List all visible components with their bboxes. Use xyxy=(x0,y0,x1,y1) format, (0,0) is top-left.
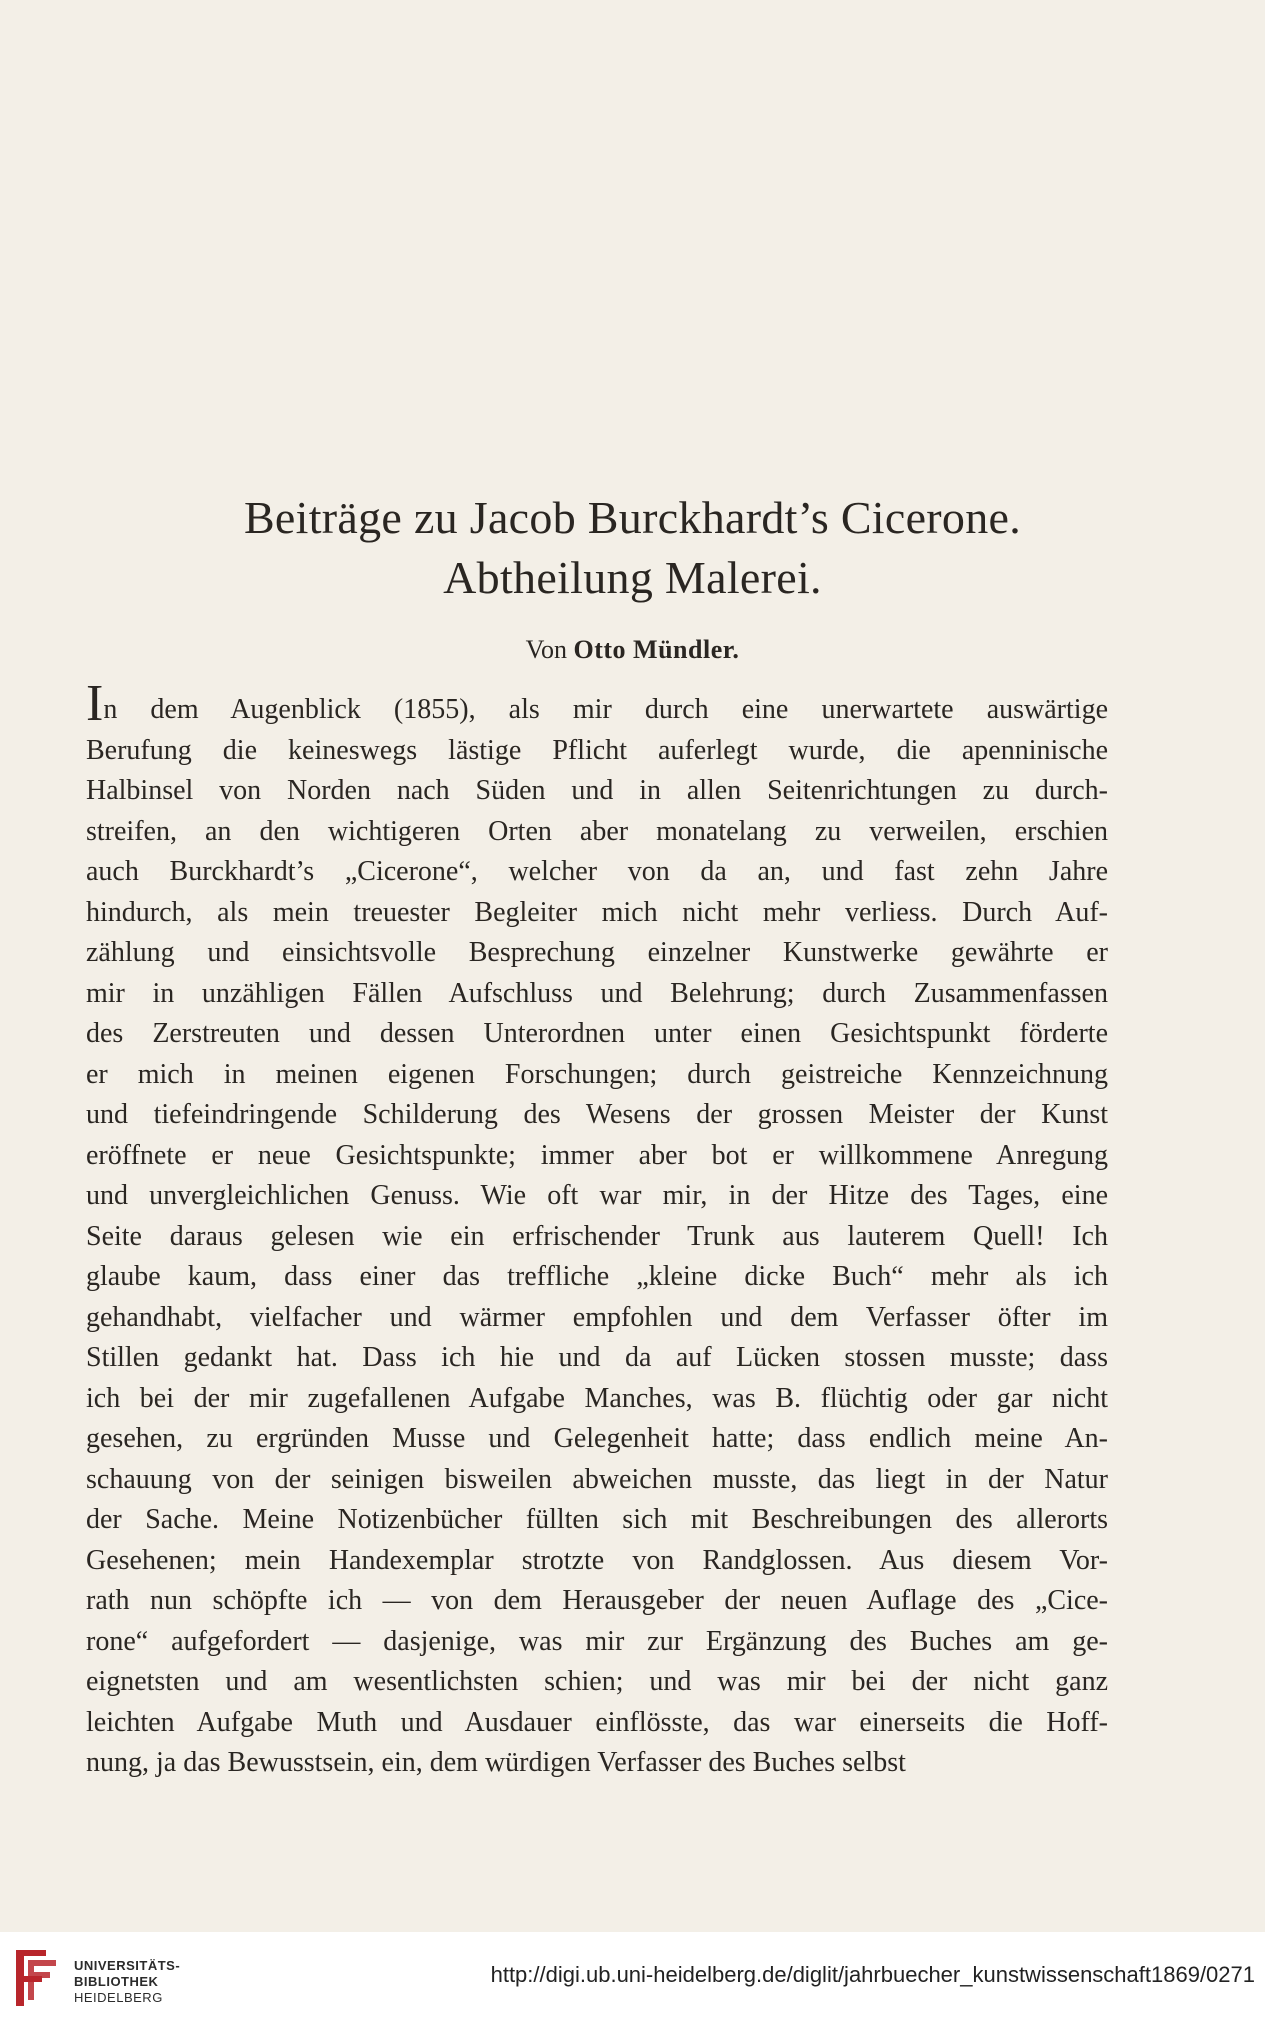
text-line xyxy=(86,675,1108,732)
text-line: glaube kaum, dass einer das treffliche „kleine dicke Buch“ mehr als ich xyxy=(86,1261,1108,1292)
text-line: des Zerstreuten und dessen Unterordnen unter einen Gesichtspunkt förderte xyxy=(86,1018,1108,1049)
text-line: eröffnete er neue Gesichtspunkte; immer aber bot er willkommene Anregung xyxy=(86,1139,1108,1171)
text-line: schauung von der seinigen bisweilen abweichen musste, das liegt in der Natur xyxy=(86,1463,1108,1495)
logo-line-2: BIBLIOTHEK xyxy=(74,1974,159,1989)
text-line: mir in unzähligen Fällen Aufschluss und Belehrung; durch Zusammenfassen xyxy=(86,977,1108,1009)
text-line: der Sache. Meine Notizenbücher füllten sich mit Beschreibungen des allerorts xyxy=(86,1504,1108,1535)
body-paragraph xyxy=(86,675,1108,1784)
text-line: eignetsten und am wesentlichsten schien; und was mir bei der nicht ganz xyxy=(86,1666,1108,1697)
text-line: rath nun schöpfte ich — von dem Herausgeber der neuen Auflage des „Cice- xyxy=(86,1585,1108,1616)
text-line: und tiefeindringende Schilderung des Wesens der grossen Meister der Kunst xyxy=(86,1099,1108,1130)
text-line: gehandhabt, vielfacher und wärmer empfohlen und dem Verfasser öfter im xyxy=(86,1301,1108,1333)
text-line: Berufung die keineswegs lästige Pflicht auferlegt wurde, die apenninische xyxy=(86,734,1108,766)
logo-line-3: HEIDELBERG xyxy=(74,1990,163,2005)
text-line: leichten Aufgabe Muth und Ausdauer einflösste, das war einerseits die Hoff- xyxy=(86,1706,1108,1738)
text-line: rone“ aufgefordert — dasjenige, was mir zur Ergänzung des Buches am ge- xyxy=(86,1625,1108,1657)
byline xyxy=(0,630,1265,670)
article-subtitle: Abtheilung Malerei. xyxy=(443,552,822,603)
article-heading xyxy=(0,488,1265,670)
text-line: und unvergleichlichen Genuss. Wie oft war mir, in der Hitze des Tages, eine xyxy=(86,1180,1108,1211)
text-line: gesehen, zu ergründen Musse und Gelegenheit hatte; dass endlich meine An- xyxy=(86,1423,1108,1454)
source-url-link[interactable]: http://digi.ub.uni-heidelberg.de/diglit/jahrbuecher_kunstwissenschaft1869/0271 xyxy=(490,1962,1255,1987)
text-line: Stillen gedankt hat. Dass ich hie und da auf Lücken stossen musste; dass xyxy=(86,1342,1108,1373)
text-line: Gesehenen; mein Handexemplar strotzte von Randglossen. Aus diesem Vor- xyxy=(86,1544,1108,1576)
logo-line-1: UNIVERSITÄTS- xyxy=(74,1958,181,1973)
text-line: Seite daraus gelesen wie ein erfrischender Trunk aus lauterem Quell! Ich xyxy=(86,1220,1108,1252)
text-line: er mich in meinen eigenen Forschungen; durch geistreiche Kennzeichnung xyxy=(86,1058,1108,1090)
text-line: ich bei der mir zugefallenen Aufgabe Manches, was B. flüchtig oder gar nicht xyxy=(86,1382,1108,1414)
text-line: hindurch, als mein treuester Begleiter mich nicht mehr verliess. Durch Auf- xyxy=(86,896,1108,928)
byline-prefix: Von xyxy=(525,635,568,664)
library-logo-icon xyxy=(10,1946,62,2010)
text-line: zählung und einsichtsvolle Besprechung einzelner Kunstwerke gewährte er xyxy=(86,937,1108,968)
library-logo-text xyxy=(74,1958,180,2006)
text-line: nung, ja das Bewusstsein, ein, dem würdigen Verfasser des Buches selbst xyxy=(86,1747,906,1778)
article-title: Beiträge zu Jacob Burckhardt’s Cicerone. xyxy=(243,492,1022,543)
text-line: auch Burckhardt’s „Cicerone“, welcher von da an, und fast zehn Jahre xyxy=(86,856,1108,887)
footer xyxy=(0,1932,1265,2033)
text-line: streifen, an den wichtigeren Orten aber monatelang zu verweilen, erschien xyxy=(86,815,1108,847)
show-through-text xyxy=(80,100,1130,130)
author-name: Otto Mündler. xyxy=(573,635,740,664)
text-line-content: n dem Augenblick (1855), als mir durch eine unerwartete auswärtige xyxy=(103,694,1108,725)
drop-cap: I xyxy=(86,675,104,732)
text-line: Halbinsel von Norden nach Süden und in allen Seitenrichtungen zu durch- xyxy=(86,775,1108,806)
